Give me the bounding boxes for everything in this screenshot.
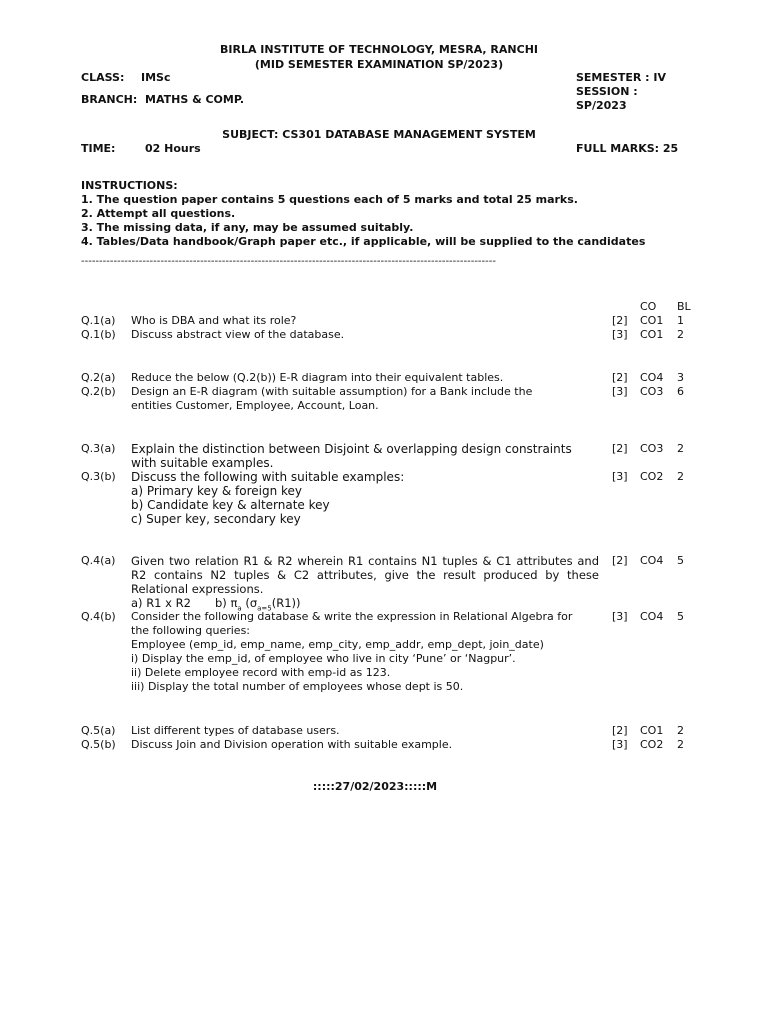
question-co: CO4 — [640, 371, 664, 384]
query-line: iii) Display the total number of employees whose dept is 50. — [131, 680, 464, 693]
institute-name: BIRLA INSTITUTE OF TECHNOLOGY, MESRA, RANCHI — [220, 43, 538, 56]
question-label: Q.5(a) — [81, 724, 116, 737]
question-bl: 5 — [677, 610, 684, 623]
class-label: CLASS: — [81, 71, 125, 84]
semester: SEMESTER : IV — [576, 71, 666, 84]
question-co: CO1 — [640, 724, 664, 737]
question-marks: [2] — [612, 724, 628, 737]
question-text: Given two relation R1 & R2 wherein R1 contains N1 tuples & C1 attributes and R2 contains N2 tuples & C2 attributes, give the result produced by these Relational expressions. — [131, 554, 599, 596]
question-co: CO1 — [640, 314, 664, 327]
question-bl: 3 — [677, 371, 684, 384]
question-marks: [2] — [612, 442, 628, 455]
exam-title: (MID SEMESTER EXAMINATION SP/2023) — [254, 58, 504, 71]
question-bl: 2 — [677, 738, 684, 751]
question-label: Q.4(b) — [81, 610, 116, 623]
sub-part: a) Primary key & foreign key — [131, 484, 303, 498]
question-bl: 5 — [677, 554, 684, 567]
question-label: Q.3(a) — [81, 442, 116, 455]
instruction-item: 2. Attempt all questions. — [81, 207, 236, 220]
question-co: CO4 — [640, 554, 664, 567]
subject: SUBJECT: CS301 DATABASE MANAGEMENT SYSTEM — [222, 128, 536, 141]
class-value: IMSc — [141, 71, 171, 84]
instructions-title: INSTRUCTIONS: — [81, 179, 178, 192]
question-marks: [3] — [612, 470, 628, 483]
question-label: Q.3(b) — [81, 470, 116, 483]
question-marks: [2] — [612, 314, 628, 327]
question-bl: 1 — [677, 314, 684, 327]
query-line: ii) Delete employee record with emp-id as 123. — [131, 666, 391, 679]
question-co: CO2 — [640, 738, 664, 751]
question-label: Q.4(a) — [81, 554, 116, 567]
sub-part: b) Candidate key & alternate key — [131, 498, 330, 512]
question-label: Q.1(a) — [81, 314, 116, 327]
question-text: Explain the distinction between Disjoint & overlapping design constraints with suitable examples. — [131, 442, 572, 470]
time-label: TIME: — [81, 142, 116, 155]
session-value: SP/2023 — [576, 99, 627, 112]
question-marks: [3] — [612, 385, 628, 398]
question-bl: 6 — [677, 385, 684, 398]
instruction-item: 3. The missing data, if any, may be assumed suitably. — [81, 221, 414, 234]
co-header: CO — [640, 300, 657, 313]
sub-part-b: b) $\pi_a$ $(\sigma_{a=5}(R1))$ — [215, 596, 301, 613]
bl-header: BL — [677, 300, 691, 313]
question-bl: 2 — [677, 328, 684, 341]
question-marks: [3] — [612, 610, 628, 623]
question-label: Q.1(b) — [81, 328, 116, 341]
question-bl: 2 — [677, 724, 684, 737]
question-co: CO3 — [640, 442, 664, 455]
question-marks: [2] — [612, 554, 628, 567]
question-label: Q.2(a) — [81, 371, 116, 384]
branch-label: BRANCH: — [81, 93, 138, 106]
question-marks: [2] — [612, 371, 628, 384]
footer-date: :::::27/02/2023:::::M — [312, 780, 438, 793]
question-co: CO4 — [640, 610, 664, 623]
instruction-item: 1. The question paper contains 5 questions each of 5 marks and total 25 marks. — [81, 193, 578, 206]
question-text: Discuss the following with suitable examples: — [131, 470, 405, 484]
question-text: Discuss Join and Division operation with suitable example. — [131, 738, 453, 751]
question-bl: 2 — [677, 442, 684, 455]
question-label: Q.2(b) — [81, 385, 116, 398]
session-label: SESSION : — [576, 85, 638, 98]
sub-part-a: a) R1 x R2 — [131, 596, 191, 610]
question-co: CO2 — [640, 470, 664, 483]
divider-line: ------------------------------------------------------------------------------------------------------------------- — [81, 256, 496, 267]
schema-line: Employee (emp_id, emp_name, emp_city, emp_addr, emp_dept, join_date) — [131, 638, 544, 651]
question-co: CO3 — [640, 385, 664, 398]
query-line: i) Display the emp_id, of employee who live in city ‘Pune’ or ‘Nagpur’. — [131, 652, 516, 665]
instruction-item: 4. Tables/Data handbook/Graph paper etc., if applicable, will be supplied to the candidates — [81, 235, 646, 248]
question-text: Reduce the below (Q.2(b)) E-R diagram into their equivalent tables. — [131, 371, 504, 384]
time-value: 02 Hours — [145, 142, 201, 155]
question-text: Design an E-R diagram (with suitable assumption) for a Bank include the entities Customer, Employee, Account, Loan. — [131, 385, 533, 412]
question-text: Consider the following database & write the expression in Relational Algebra for the following queries: — [131, 610, 573, 637]
question-text: Who is DBA and what its role? — [131, 314, 297, 327]
question-text: List different types of database users. — [131, 724, 340, 737]
question-text: Discuss abstract view of the database. — [131, 328, 345, 341]
question-marks: [3] — [612, 328, 628, 341]
full-marks: FULL MARKS: 25 — [576, 142, 679, 155]
branch-value: MATHS & COMP. — [145, 93, 245, 106]
question-marks: [3] — [612, 738, 628, 751]
question-co: CO1 — [640, 328, 664, 341]
question-bl: 2 — [677, 470, 684, 483]
question-label: Q.5(b) — [81, 738, 116, 751]
sub-part: c) Super key, secondary key — [131, 512, 301, 526]
